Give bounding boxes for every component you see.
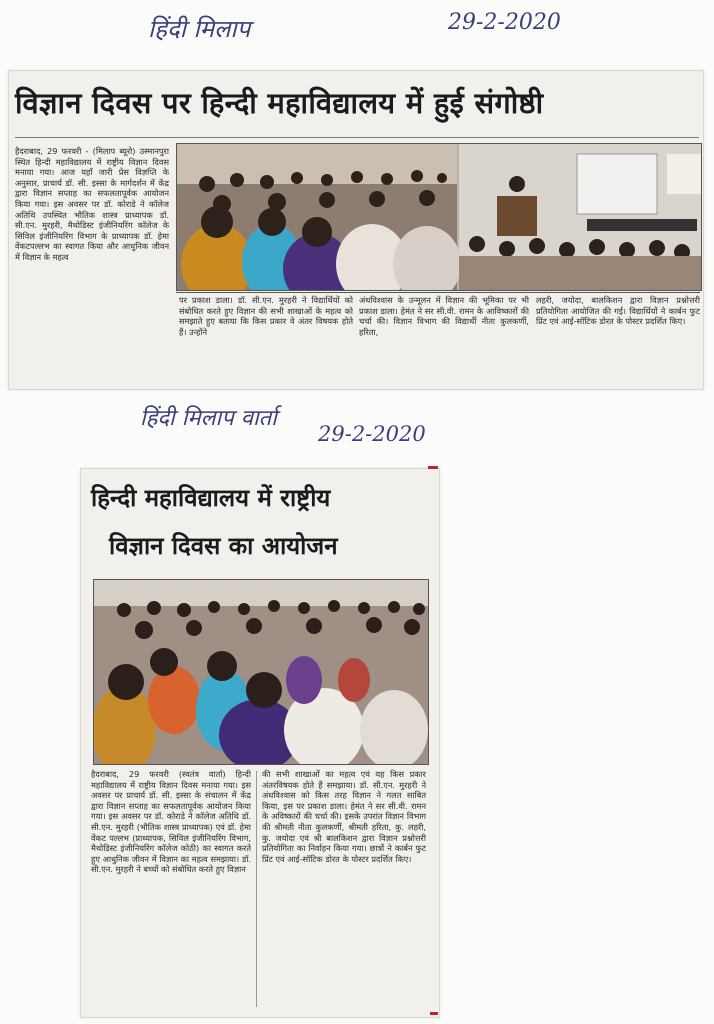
event-photo-2 — [93, 579, 429, 765]
event-photo-1-drawing — [177, 144, 701, 290]
clipping-2-column-2: की सभी शाखाओं का महत्व एवं यह किस प्रकार अंतरविषयक होते हैं समझाया। डॉ. सी.एन. मुरहरी ने अंधविश्वास को किस तरह विज्ञान ने गलत साबित किया, इस पर प्रकाश डाला। हेमंत ने सर सी.वी. रामन के अविष्कारों की चर्चा की। इसके उपरांत विज्ञान विभाग की श्रीमती नीता कुलकर्णी, श्रीमती हरिता, कु. लहरी, कु. जयोदा एवं श्री बालकिशन द्वारा विज्ञान प्रश्नोत्तरी प्रतियोगिता का निर्वाहन किया गया। छात्रों ने कार्बन फुट प्रिंट एवं आई-सॉटिक डोरत के पोस्टर प्रदर्शित किए। — [262, 769, 426, 864]
news-clipping-2 — [80, 468, 440, 1018]
event-photo-2-drawing — [94, 580, 428, 764]
clipping-1-column-1: हैदराबाद, 29 फरवरी - (मिलाप ब्यूरो) उस्मानपुरा स्थित हिन्दी महाविद्यालय में राष्ट्रीय विज्ञान दिवस मनाया गया। आज यहाँ जारी प्रेस विज्ञप्ति के अनुसार, प्राचार्य डॉ. सी. इस्सा के मार्गदर्शन में केंद्र द्वारा विज्ञान सप्ताह का सफलतापूर्वक आयोजन किया गया। इस अवसर पर डॉ. कोराडे ने कॉलेज अतिथि उपस्थित भौतिक शास्त्र प्राध्यापक डॉ. सी.एन. मुरहरी, मैथोडिस्ट इंजीनियरिंग कॉलेज के सिविल इंजीनियरिंग विभाग के प्राध्यापक डॉ. हेमा वेंकटपल्लभ का स्वागत किया और आधुनिक जीवन में विज्ञान के महत्व — [15, 146, 169, 262]
clipping-2-headline-line-1: हिन्दी महाविद्यालय में राष्ट्रीय — [91, 484, 331, 512]
handwritten-date-note-2: 29-2-2020 — [318, 422, 426, 446]
photo-divider-line — [176, 292, 700, 293]
clipping-2-column-1: हैदराबाद, 29 फरवरी (स्वतंत्र वार्ता) हिन्दी महाविद्यालय में राष्ट्रीय विज्ञान दिवस मनाया गया। इस अवसर पर प्राचार्य डॉ. सी. इस्सा के संचालन में केंद्र द्वारा विज्ञान सप्ताह का सफलतापूर्वक आयोजन किया गया। इस अवसर पर डॉ. कोराडे ने कॉलेज अतिथि डॉ. सी.एन. मुरहरी (भौतिक शास्त्र प्राध्यापक) एवं डॉ. हेमा वेंकट पल्लभ (प्राध्यापक, सिविल इंजीनियरिंग विभाग, मैथोडिस्ट इंजीनियरिंग कॉलेज कोठी) का स्वागत करते हुए आधुनिक जीवन में विज्ञान का महत्व समझाया। डॉ. सी.एन. मुरहरी ने बच्चों को संबोधित करते हुए विज्ञान — [91, 769, 251, 875]
clipping-1-column-3: अंधविश्वास के उन्मूलन में विज्ञान की भूमिका पर भी प्रकाश डाला। हेमंत ने सर सी.वी. रामन के आविष्कारों की चर्चा की। विज्ञान विभाग की विद्यार्थी नीता कुलकर्णी, हरिता, — [359, 295, 529, 337]
column-divider — [256, 771, 257, 1007]
corner-mark-top — [428, 466, 438, 469]
clipping-1-headline: विज्ञान दिवस पर हिन्दी महाविद्यालय में हुई संगोष्ठी — [15, 86, 544, 120]
corner-mark-bottom — [430, 1012, 438, 1015]
news-clipping-1 — [8, 70, 704, 390]
headline-rule — [15, 137, 699, 138]
handwritten-source-note-1: हिंदी मिलाप — [148, 15, 251, 43]
event-photo-1 — [176, 143, 702, 291]
handwritten-date-note-1: 29-2-2020 — [448, 10, 561, 35]
clipping-1-column-2: पर प्रकाश डाला। डॉ. सी.एन. मुरहरी ने विद्यार्थियों को संबोधित करते हुए विज्ञान की सभी शाखाओं के महत्व को समझाते हुए बताया कि किस प्रकार वे अंतर विषयक होते हैं। उन्होंने — [179, 295, 353, 337]
clipping-1-column-4: लहरी, जयोदा, बालकिशन द्वारा विज्ञान प्रश्नोत्तरी प्रतियोगिता आयोजित की गई। विद्यार्थियों ने कार्बन फुट प्रिंट एवं आई-सॉटिक डोरत के पोस्टर प्रदर्शित किए। — [536, 295, 700, 327]
clipping-2-headline-line-2: विज्ञान दिवस का आयोजन — [109, 532, 338, 560]
handwritten-source-note-2: हिंदी मिलाप वार्ता — [140, 406, 277, 431]
